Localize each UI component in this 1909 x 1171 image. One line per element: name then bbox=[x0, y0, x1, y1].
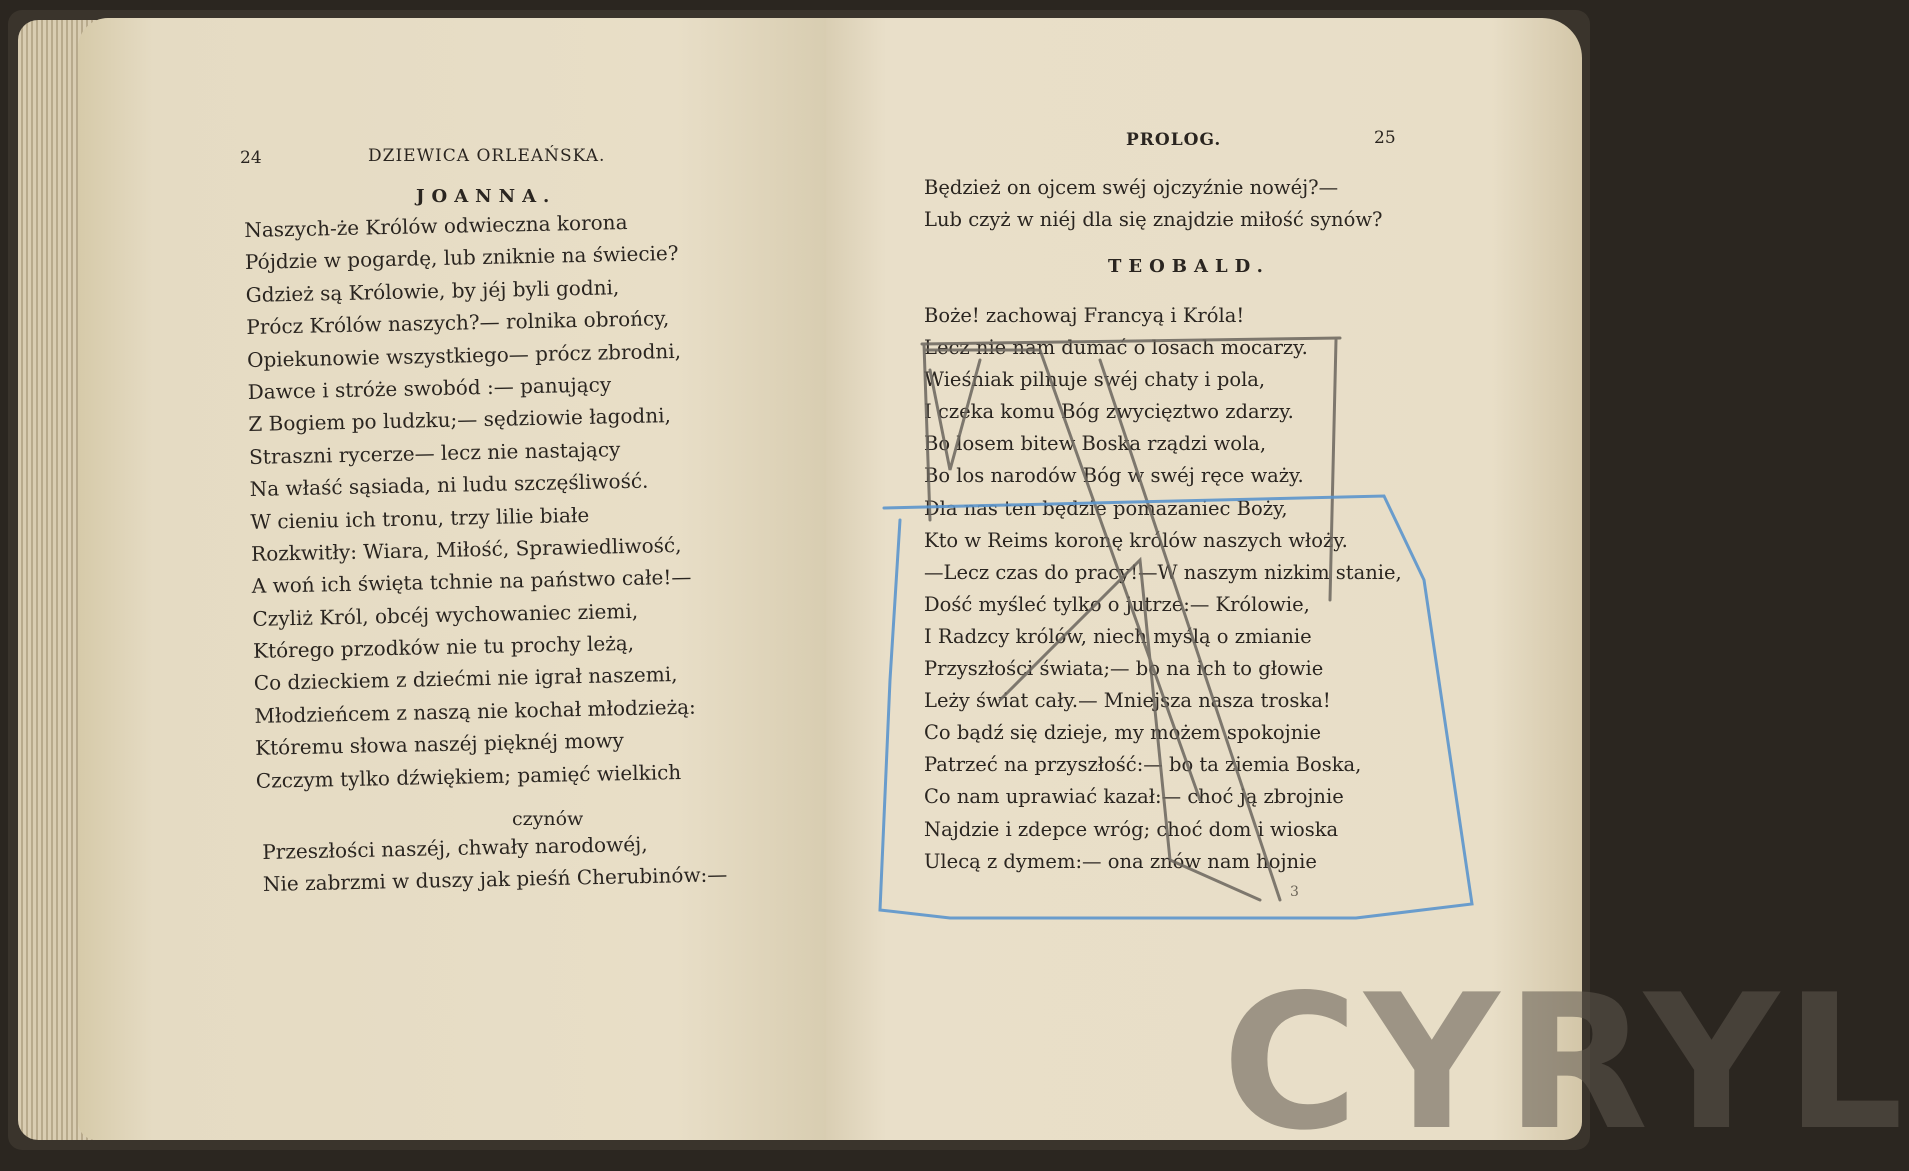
page-number: 24 bbox=[240, 148, 262, 168]
verse-line: Nie zabrzmi w duszy jak pieśń Cherubinów:— bbox=[262, 862, 728, 897]
verse-line: Gdzież są Królowie, by jéj byli godni, bbox=[245, 274, 620, 307]
verse-line: Bo los narodów Bóg w swéj ręce waży. bbox=[924, 464, 1304, 488]
verse-line: Wieśniak pilnuje swéj chaty i pola, bbox=[924, 368, 1266, 392]
verse-lines bbox=[244, 205, 697, 797]
verse-line: Lub czyż w niéj dla się znajdzie miłość synów? bbox=[924, 208, 1383, 232]
verse-line: Na właść sąsiada, ni ludu szczęśliwość. bbox=[249, 468, 649, 502]
verse-line: —Lecz czas do pracy!—W naszym nizkim stanie, bbox=[924, 560, 1402, 584]
verse-line: Któremu słowa naszéj pięknéj mowy bbox=[254, 728, 625, 761]
verse-line: Przeszłości naszéj, chwały narodowéj, bbox=[262, 831, 648, 864]
verse-lines-before bbox=[924, 172, 1383, 236]
verse-line: Dość myśleć tylko o jutrze:— Królowie, bbox=[924, 592, 1310, 616]
speaker-name: JOANNA. bbox=[416, 186, 557, 207]
verse-line: Którego przodków nie tu prochy leżą, bbox=[252, 631, 635, 663]
signature-mark: 3 bbox=[1290, 884, 1299, 900]
verse-line: Z Bogiem po ludzku;— sędziowie łagodni, bbox=[248, 403, 672, 437]
running-head: DZIEWICA ORLEAŃSKA. bbox=[368, 146, 606, 166]
verse-line: Dla nas ten będzie pomazaniec Boży, bbox=[924, 496, 1288, 520]
verse-line: Opiekunowie wszystkiego— prócz zbrodni, bbox=[246, 338, 682, 372]
verse-line: Straszni rycerze— lecz nie nastający bbox=[248, 436, 621, 469]
verse-line: Ulecą z dymem:— ona znów nam hojnie bbox=[924, 849, 1317, 873]
verse-line: Przyszłości świata;— bo na ich to głowie bbox=[924, 657, 1324, 681]
verse-line: Boże! zachowaj Francyą i Króla! bbox=[924, 304, 1245, 327]
verse-line: Co nam uprawiać kazał:— choć ją zbrojnie bbox=[924, 785, 1344, 809]
verse-line: Lecz nie nam dumać o losach mocarzy. bbox=[924, 336, 1308, 360]
verse-line: Leży świat cały.— Mniejsza nasza troska! bbox=[924, 689, 1331, 713]
verse-line: Dawce i stróże swobód :— panujący bbox=[247, 372, 612, 404]
verse-line: Czczym tylko dźwiękiem; pamięć wielkich bbox=[255, 759, 682, 793]
verse-line: Kto w Reims koronę królów naszych włoży. bbox=[924, 528, 1348, 552]
verse-line: Najdzie i zdepce wróg; choć dom i wioska bbox=[924, 817, 1339, 841]
verse-line: Pójdzie w pogardę, lub zniknie na świecie? bbox=[244, 241, 679, 275]
speaker-name: TEOBALD. bbox=[1108, 256, 1270, 277]
verse-lines-after bbox=[262, 826, 728, 900]
verse-line: Co dzieckiem z dziećmi nie igrał naszemi, bbox=[253, 662, 678, 696]
left-page bbox=[78, 18, 826, 1140]
verse-lines bbox=[924, 300, 1402, 878]
verse-line: I Radzcy królów, niech myślą o zmianie bbox=[924, 624, 1312, 648]
verse-line: Co bądź się dzieje, my możem spokojnie bbox=[924, 721, 1322, 745]
verse-line: I czeka komu Bóg zwycięztwo zdarzy. bbox=[924, 400, 1294, 424]
verse-line: Naszych-że Królów odwieczna korona bbox=[244, 209, 628, 242]
verse-line: Patrzeć na przyszłość:— bo ta ziemia Boska, bbox=[924, 753, 1362, 777]
verse-line: A woń ich święta tchnie na państwo całe!— bbox=[251, 565, 692, 599]
page-number: 25 bbox=[1374, 128, 1396, 148]
verse-line: Czyliż Król, obcéj wychowaniec ziemi, bbox=[252, 598, 639, 631]
verse-line: Prócz Królów naszych?— rolnika obrońcy, bbox=[246, 306, 670, 340]
verse-line: Będzież on ojcem swéj ojczyźnie nowéj?— bbox=[924, 176, 1339, 199]
verse-line: Młodzieńcem z naszą nie kochał młodzieżą: bbox=[254, 694, 697, 728]
verse-line: Rozkwitły: Wiara, Miłość, Sprawiedliwość, bbox=[250, 532, 682, 566]
cyryl-watermark: CYRYL bbox=[1222, 954, 1909, 1171]
verse-continuation: czynów bbox=[512, 808, 584, 830]
verse-line: Bo losem bitew Boska rządzi wola, bbox=[924, 432, 1267, 456]
running-head: PROLOG. bbox=[1126, 130, 1222, 150]
verse-line: W cieniu ich tronu, trzy lilie białe bbox=[250, 502, 590, 534]
